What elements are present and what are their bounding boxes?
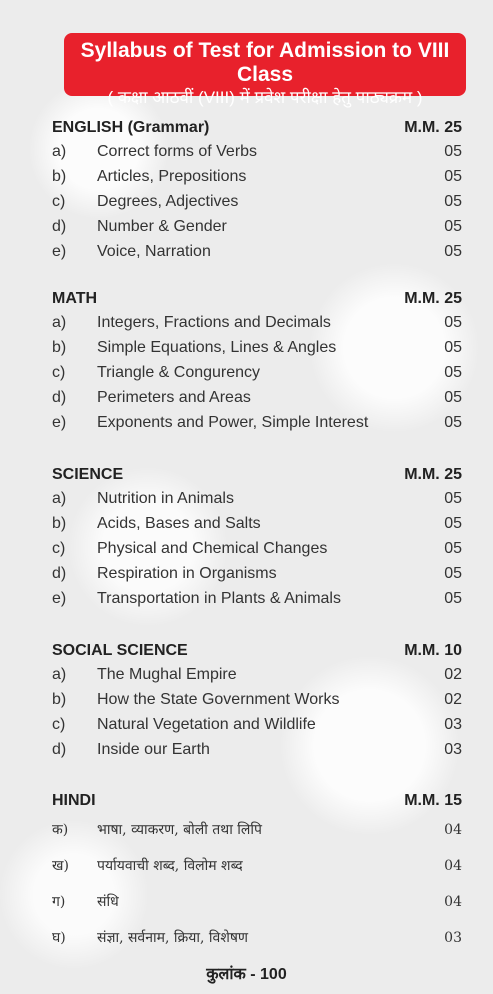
list-item [52,848,462,884]
item-topic: संज्ञा, सर्वनाम, क्रिया, विशेषण [97,930,249,946]
item-letter: a) [52,143,67,160]
total-marks: कुलांक - 100 [206,966,287,983]
item-topic: Acids, Bases and Salts [97,515,261,532]
item-letter: e) [52,590,67,607]
item-marks: 03 [444,741,462,758]
list-item [52,561,462,586]
list-item [52,360,462,385]
list-item [52,164,462,189]
section-title: SOCIAL SCIENCE [52,642,188,659]
item-topic: भाषा, व्याकरण, बोली तथा लिपि [97,822,263,838]
item-letter: d) [52,218,67,235]
section-english [52,117,462,264]
section-max-marks: M.M. 25 [404,466,462,483]
item-marks: 05 [444,168,462,185]
item-marks: 05 [444,314,462,331]
item-marks: 05 [444,339,462,356]
list-item [52,662,462,687]
item-letter: b) [52,168,67,185]
item-letter: b) [52,515,67,532]
list-item [52,884,462,920]
list-item [52,920,462,956]
section-title: ENGLISH (Grammar) [52,119,210,136]
item-marks: 05 [444,193,462,210]
list-item [52,712,462,737]
list-item [52,385,462,410]
item-topic: Perimeters and Areas [97,389,251,406]
list-item [52,486,462,511]
list-item [52,139,462,164]
item-marks: 05 [444,243,462,260]
section-social-science [52,640,462,762]
header-title: Syllabus of Test for Admission to VIII Class [80,39,450,86]
item-letter: d) [52,741,67,758]
item-marks: 05 [444,590,462,607]
item-marks: 05 [444,540,462,557]
item-marks: 03 [444,716,462,733]
item-topic: Articles, Prepositions [97,168,247,185]
section-max-marks: M.M. 15 [404,792,462,809]
section-title: HINDI [52,792,96,809]
item-marks: 03 [444,930,462,946]
item-letter: e) [52,414,67,431]
list-item [52,189,462,214]
syllabus-header [64,33,466,107]
item-topic: Nutrition in Animals [97,490,234,507]
item-topic: Respiration in Organisms [97,565,277,582]
list-item [52,214,462,239]
item-letter: घ) [52,930,66,946]
item-topic: पर्यायवाची शब्द, विलोम शब्द [97,858,243,874]
item-marks: 02 [444,666,462,683]
item-letter: a) [52,314,67,331]
item-topic: संधि [97,894,119,910]
section-max-marks: M.M. 25 [404,290,462,307]
item-topic: Integers, Fractions and Decimals [97,314,331,331]
section-title: MATH [52,290,98,307]
item-letter: a) [52,490,67,507]
item-topic: How the State Government Works [97,691,340,708]
item-letter: c) [52,193,66,210]
item-topic: Natural Vegetation and Wildlife [97,716,316,733]
list-item [52,586,462,611]
item-marks: 05 [444,565,462,582]
item-marks: 05 [444,218,462,235]
item-topic: Simple Equations, Lines & Angles [97,339,337,356]
item-letter: d) [52,565,67,582]
item-marks: 05 [444,490,462,507]
item-marks: 05 [444,143,462,160]
item-topic: Degrees, Adjectives [97,193,239,210]
item-marks: 05 [444,364,462,381]
item-marks: 02 [444,691,462,708]
item-letter: d) [52,389,67,406]
item-letter: b) [52,691,67,708]
list-item [52,812,462,848]
item-topic: Triangle & Congurency [97,364,261,381]
section-hindi [52,790,462,956]
item-letter: c) [52,716,66,733]
section-science [52,464,462,611]
item-topic: Correct forms of Verbs [97,143,258,160]
list-item [52,335,462,360]
item-topic: Transportation in Plants & Animals [97,590,341,607]
section-math [52,288,462,435]
item-marks: 04 [444,858,462,874]
item-letter: ख) [52,858,69,874]
item-letter: ग) [52,894,66,910]
item-letter: c) [52,540,66,557]
list-item [52,410,462,435]
section-max-marks: M.M. 25 [404,119,462,136]
item-marks: 04 [444,894,462,910]
item-topic: Inside our Earth [97,741,210,758]
item-topic: Voice, Narration [97,243,211,260]
list-item [52,239,462,264]
item-marks: 05 [444,389,462,406]
item-topic: The Mughal Empire [97,666,237,683]
list-item [52,511,462,536]
item-marks: 05 [444,414,462,431]
list-item [52,687,462,712]
item-letter: a) [52,666,67,683]
item-letter: क) [52,822,69,838]
item-letter: e) [52,243,67,260]
list-item [52,737,462,762]
item-topic: Number & Gender [97,218,227,235]
item-letter: b) [52,339,67,356]
list-item [52,536,462,561]
section-max-marks: M.M. 10 [404,642,462,659]
section-title: SCIENCE [52,466,124,483]
item-marks: 05 [444,515,462,532]
item-topic: Physical and Chemical Changes [97,540,328,557]
item-letter: c) [52,364,66,381]
item-marks: 04 [444,822,462,838]
header-subtitle: ( कक्षा आठवीं (VIII) में प्रवेश परीक्षा हेतु पाठ्यक्रम ) [107,88,423,107]
list-item [52,310,462,335]
item-topic: Exponents and Power, Simple Interest [97,414,369,431]
